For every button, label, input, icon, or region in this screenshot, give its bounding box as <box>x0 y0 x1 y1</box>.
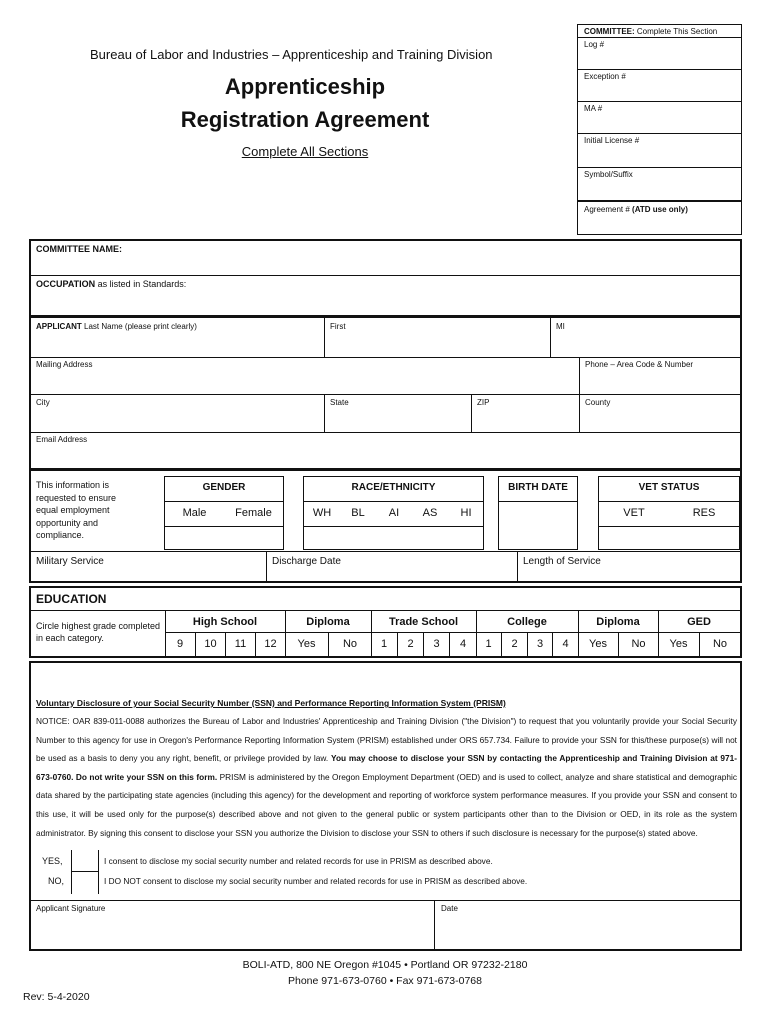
ssn-notice-p1: NOTICE: OAR 839-011-0088 authorizes the Bureau of Labor and Industries' Apprenticeship and Training Division ("the Division") to request that you voluntarily provide your Social Security Number to this agency for use in Oregon's Performance Reporting Information System (PRISM) established under ORS 657.734. Failure to provide your SSN for this/these purpose(s) will not be used as a basis to deny you any right, benefit, or privilege provided by law. <box>36 716 737 764</box>
education-header: EDUCATION <box>36 592 107 606</box>
agreement-note: (ATD use only) <box>632 205 688 214</box>
ssn-notice <box>36 712 737 842</box>
yes-checkbox[interactable] <box>72 850 98 872</box>
vet-option[interactable]: VET <box>623 507 645 519</box>
ssn-notice-p2: PRISM is administered by the Oregon Employment Department (OED) and is used to collect, analyze and share statistical and demographic data shared by the participating state agencies (including this agency) for the development and reporting of workforce system performance measures. If you provide your SSN and consent to this use, it will be used only for the purpose(s) described above and not given to the general public or system participants other than to the Division or OED, in its role as the system administrator. By signing this consent to disclose your SSN you authorize the Division to disclose your SSN to others if such disclosure is necessary for the purpose(s) stated above. <box>36 771 737 838</box>
occupation-field[interactable]: as listed in Standards: <box>95 279 187 289</box>
hs-grade-9[interactable]: 9 <box>176 638 184 650</box>
res-option[interactable]: RES <box>692 507 716 519</box>
trade-school-header: Trade School <box>388 616 459 628</box>
committee-heading-rest: Complete This Section <box>634 27 718 36</box>
footer-address: BOLI-ATD, 800 NE Oregon #1045 • Portland OR 97232-2180 <box>242 959 528 971</box>
race-bl-option[interactable]: BL <box>351 507 365 519</box>
footer-phone: Phone 971-673-0760 • Fax 971-673-0768 <box>288 975 482 987</box>
gender-female-option[interactable]: Female <box>235 507 272 519</box>
length-of-service-field[interactable]: Length of Service <box>523 556 601 567</box>
race-wh-option[interactable]: WH <box>312 507 332 519</box>
ged-yes[interactable]: Yes <box>669 638 688 650</box>
mailing-address-field[interactable]: Mailing Address <box>36 360 93 369</box>
hs-grade-12[interactable]: 12 <box>255 632 285 656</box>
race-group <box>303 476 484 550</box>
college-year-1[interactable]: 1 <box>485 638 492 650</box>
race-header: RACE/ETHNICITY <box>351 482 436 493</box>
birth-date-header: BIRTH DATE <box>508 482 568 493</box>
no-label: NO, <box>48 876 65 886</box>
college-header: College <box>507 616 547 628</box>
phone-field[interactable]: Phone – Area Code & Number <box>585 360 694 369</box>
ma-field[interactable]: MA # <box>584 104 603 113</box>
college-year-2[interactable]: 2 <box>501 632 527 656</box>
trade-year-4[interactable]: 4 <box>449 632 476 656</box>
form-title-line2: Registration Agreement <box>180 107 430 132</box>
committee-name-section <box>29 239 742 317</box>
zip-field[interactable]: ZIP <box>477 398 490 407</box>
demographics-section <box>29 469 742 583</box>
committee-section-box <box>577 24 742 235</box>
hs-grade-10[interactable]: 10 <box>195 632 225 656</box>
birth-date-group <box>498 476 578 550</box>
race-hi-option[interactable]: HI <box>460 507 472 519</box>
ssn-section <box>29 661 742 951</box>
diploma-no[interactable]: No <box>328 632 371 656</box>
gender-male-option[interactable]: Male <box>182 507 207 519</box>
ged-header: GED <box>687 616 711 628</box>
committee-name-field[interactable]: COMMITTEE NAME: <box>36 244 122 254</box>
trade-year-2[interactable]: 2 <box>397 632 423 656</box>
exception-field[interactable]: Exception # <box>584 72 626 81</box>
race-as-option[interactable]: AS <box>422 507 438 519</box>
form-subtitle: Complete All Sections <box>241 144 369 159</box>
consent-checkbox-column <box>71 850 99 894</box>
no-checkbox[interactable] <box>72 872 98 894</box>
diploma-header: Diploma <box>306 616 350 628</box>
gender-group <box>164 476 284 550</box>
city-field[interactable]: City <box>36 398 50 407</box>
diploma2-header: Diploma <box>596 616 640 628</box>
symbol-suffix-field[interactable]: Symbol/Suffix <box>584 170 633 179</box>
agreement-field[interactable]: Agreement # <box>584 205 630 214</box>
diploma2-yes[interactable]: Yes <box>589 638 607 650</box>
trade-year-1[interactable]: 1 <box>380 638 388 650</box>
education-section <box>29 586 742 658</box>
discharge-date-field[interactable]: Discharge Date <box>272 556 341 567</box>
last-name-field[interactable]: Last Name (please print clearly) <box>81 322 197 331</box>
applicant-section <box>29 316 742 470</box>
ssn-heading: Voluntary Disclosure of your Social Security Number (SSN) and Performance Reporting Information System (PRISM) <box>36 698 506 708</box>
high-school-header: High School <box>192 616 258 628</box>
mi-field[interactable]: MI <box>556 322 565 331</box>
military-service-field[interactable]: Military Service <box>36 556 104 567</box>
yes-consent-text: I consent to disclose my social security number and related records for use in PRISM as described above. <box>104 856 493 866</box>
diploma-yes[interactable]: Yes <box>297 638 316 650</box>
no-consent-text: I DO NOT consent to disclose my social security number and related records for use in PRISM as described above. <box>104 876 528 886</box>
revision-date: Rev: 5-4-2020 <box>23 991 90 1003</box>
committee-heading: COMMITTEE: <box>584 27 635 36</box>
bureau-title: Bureau of Labor and Industries – Apprenticeship and Training Division <box>90 47 493 62</box>
diploma2-no[interactable]: No <box>618 632 658 656</box>
signature-date-field[interactable]: Date <box>441 904 458 913</box>
trade-year-3[interactable]: 3 <box>423 632 449 656</box>
race-ai-option[interactable]: AI <box>388 507 400 519</box>
college-year-4[interactable]: 4 <box>552 632 578 656</box>
eeo-note: This information is requested to ensure equal employment opportunity and compliance. <box>36 480 117 540</box>
hs-grade-11[interactable]: 11 <box>225 632 255 656</box>
county-field[interactable]: County <box>585 398 611 407</box>
ged-no[interactable]: No <box>699 632 740 656</box>
yes-label: YES, <box>42 856 63 866</box>
applicant-signature-field[interactable]: Applicant Signature <box>36 904 106 913</box>
ssn-notice-bold: You may choose to disclose your SSN by contacting the Apprenticeship and Training Division at 971-673-0760. Do not write your SSN on this form. <box>36 753 738 782</box>
education-note: Circle highest grade completed in each category. <box>36 621 161 643</box>
vet-status-header: VET STATUS <box>638 482 700 493</box>
initial-license-field[interactable]: Initial License # <box>584 136 640 145</box>
applicant-label: APPLICANT <box>36 322 82 331</box>
vet-status-group <box>598 476 740 550</box>
college-year-3[interactable]: 3 <box>527 632 552 656</box>
gender-header: GENDER <box>202 482 246 493</box>
form-title-line1: Apprenticeship <box>224 74 386 99</box>
log-field[interactable]: Log # <box>584 40 605 49</box>
email-field[interactable]: Email Address <box>36 435 88 444</box>
occupation-label: OCCUPATION <box>36 279 96 289</box>
state-field[interactable]: State <box>330 398 349 407</box>
first-name-field[interactable]: First <box>330 322 346 331</box>
